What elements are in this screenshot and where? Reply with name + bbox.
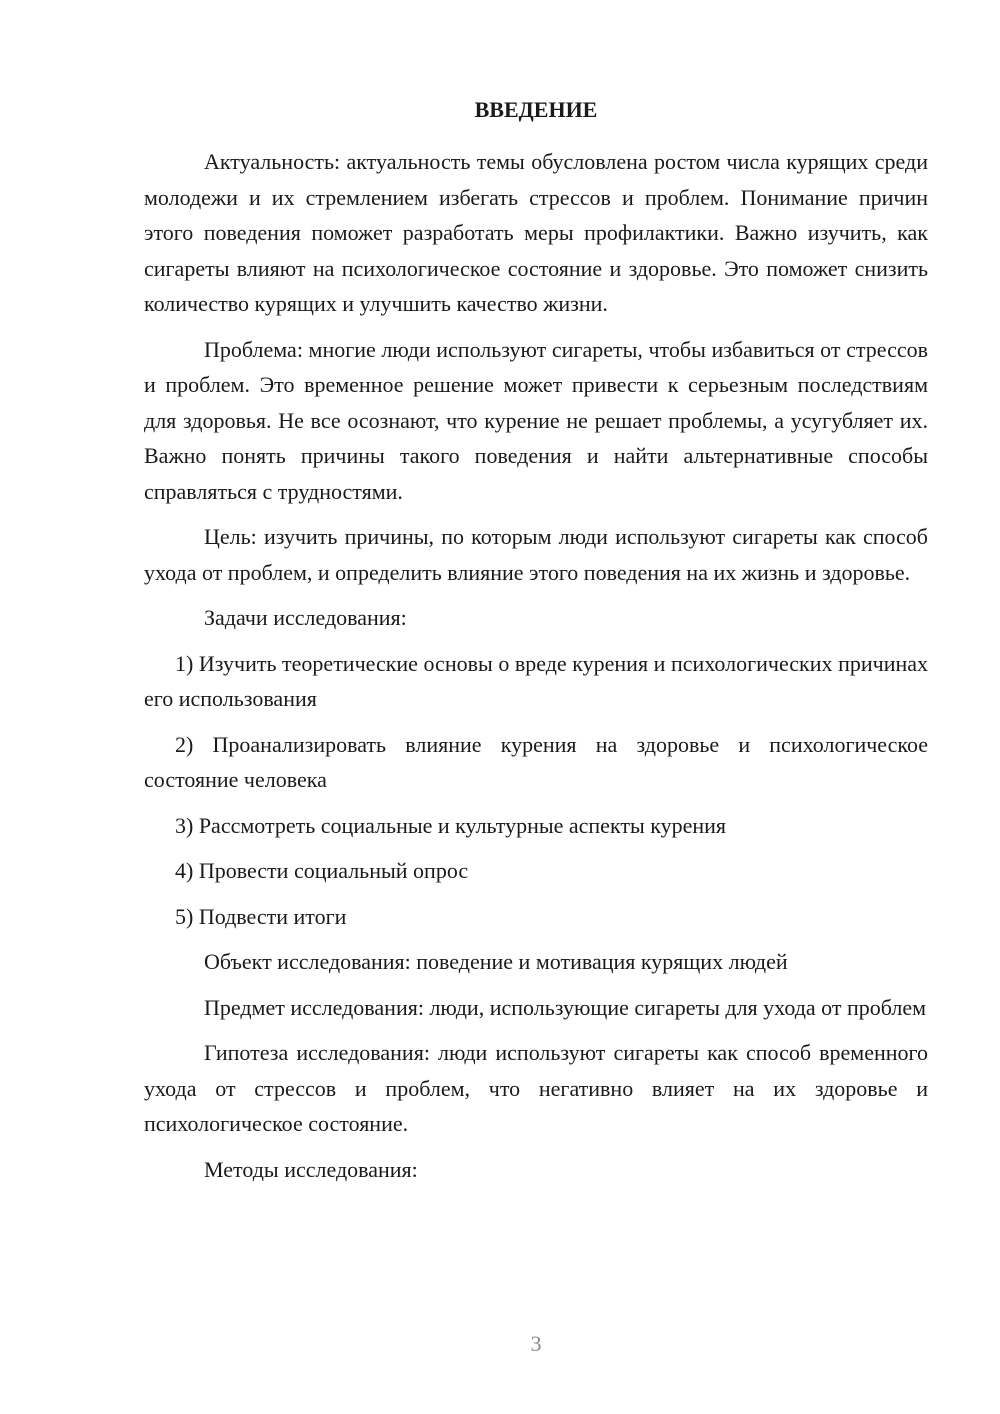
problem-paragraph: Проблема: многие люди используют сигареты, чтобы избавиться от стрессов и проблем. Это временное решение может привести к серьезным последствиям для здоровья. Не все осознают, что курение не решает проблемы, а усугубляет их. Важно понять причины такого поведения и найти альтернативные способы справляться с трудностями. xyxy=(144,336,928,504)
research-subject: Предмет исследования: люди, использующие сигареты для ухода от проблем xyxy=(204,994,927,1020)
section-title: ВВЕДЕНИЕ xyxy=(474,97,598,122)
task-item-2: 2) Проанализировать влияние курения на здоровье и психологическое состояние человека xyxy=(144,731,928,792)
research-hypothesis: Гипотеза исследования: люди используют сигареты как способ временного ухода от стрессов и проблем, что негативно влияет на их здоровье и психологическое состояние. xyxy=(144,1040,928,1136)
tasks-heading: Задачи исследования: xyxy=(204,605,407,630)
task-item-5: 5) Подвести итоги xyxy=(175,903,347,929)
research-methods: Методы исследования: xyxy=(204,1156,418,1182)
research-object: Объект исследования: поведение и мотивация курящих людей xyxy=(204,949,788,974)
task-item-1: 1) Изучить теоретические основы о вреде курения и психологических причинах его использования xyxy=(144,650,928,711)
page-number: 3 xyxy=(530,1331,542,1356)
task-item-3: 3) Рассмотреть социальные и культурные аспекты курения xyxy=(175,812,727,838)
relevance-paragraph: Актуальность: актуальность темы обусловлена ростом числа курящих среди молодежи и их стремлением избегать стрессов и проблем. Понимание причин этого поведения поможет разработать меры профилактики. Важно изучить, как сигареты влияют на психологическое состояние и здоровье. Это поможет снизить количество курящих и улучшить качество жизни. xyxy=(144,149,928,316)
document-page xyxy=(144,92,928,1187)
task-item-4: 4) Провести социальный опрос xyxy=(175,858,469,883)
goal-paragraph: Цель: изучить причины, по которым люди используют сигареты как способ ухода от проблем, и определить влияние этого поведения на их жизнь и здоровье. xyxy=(144,524,928,585)
